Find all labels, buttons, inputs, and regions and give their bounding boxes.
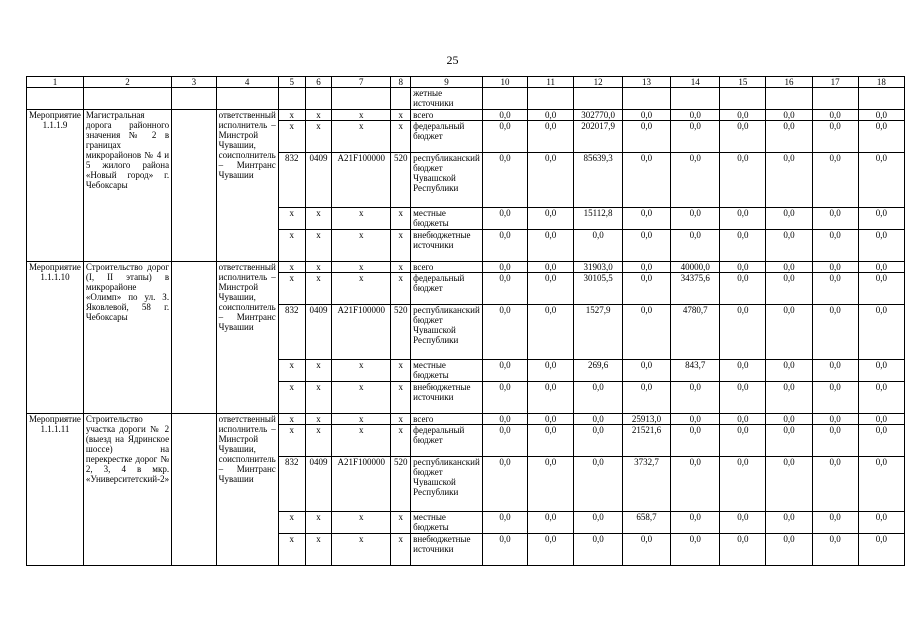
col7-cell: x [332,512,391,534]
empty-cell [172,88,217,110]
col7-cell: A21F100000 [332,305,391,360]
value-cell: 0,0 [622,534,670,566]
source-cell: внебюджетные источники [411,534,483,566]
col5-cell: x [278,360,305,382]
source-cell: федеральный бюджет [411,425,483,457]
col6-cell: x [305,273,332,305]
value-cell: 0,0 [671,414,720,425]
value-cell: 0,0 [766,273,812,305]
value-cell: 0,0 [574,414,623,425]
header-cell: 5 [278,77,305,88]
value-cell: 0,0 [671,153,720,208]
value-cell: 0,0 [528,121,574,153]
value-cell: 30105,5 [574,273,623,305]
value-cell: 0,0 [720,534,766,566]
value-cell: 0,0 [482,457,527,512]
value-cell: 0,0 [766,382,812,414]
header-cell: 4 [216,77,278,88]
value-cell: 0,0 [482,414,527,425]
source-cell: республиканский бюджет Чувашской Республики [411,457,483,512]
col6-cell: x [305,262,332,273]
col5-cell: 832 [278,153,305,208]
value-cell: 843,7 [671,360,720,382]
col5-cell: x [278,208,305,230]
value-cell: 0,0 [528,457,574,512]
value-cell: 0,0 [622,153,670,208]
value-cell: 4780,7 [671,305,720,360]
col8-cell: x [391,425,411,457]
value-cell: 0,0 [766,110,812,121]
col6-cell: x [305,360,332,382]
value-cell: 0,0 [482,230,527,262]
table-row [27,88,905,110]
value-cell: 0,0 [812,208,858,230]
empty-cell [172,262,217,414]
header-cell: 6 [305,77,332,88]
empty-cell [720,88,766,110]
value-cell: 0,0 [812,230,858,262]
executor: ответственный исполнитель – Минстрой Чувашии, соисполнитель – Минтранс Чувашии [216,262,278,414]
value-cell: 40000,0 [671,262,720,273]
col8-cell: x [391,534,411,566]
col6-cell: x [305,534,332,566]
col7-cell: A21F100000 [332,457,391,512]
col5-cell: x [278,534,305,566]
value-cell: 0,0 [622,382,670,414]
col7-cell: x [332,230,391,262]
col7-cell: x [332,425,391,457]
col5-cell: x [278,230,305,262]
col8-cell: x [391,512,411,534]
value-cell: 0,0 [858,534,904,566]
empty-cell [27,88,84,110]
value-cell: 0,0 [766,208,812,230]
value-cell: 0,0 [766,512,812,534]
value-cell: 0,0 [720,512,766,534]
value-cell: 0,0 [858,121,904,153]
empty-cell [812,88,858,110]
col7-cell: x [332,110,391,121]
value-cell: 0,0 [720,208,766,230]
value-cell: 0,0 [574,382,623,414]
col8-cell: x [391,208,411,230]
source-cell: всего [411,110,483,121]
value-cell: 269,6 [574,360,623,382]
value-cell: 0,0 [671,382,720,414]
empty-cell [622,88,670,110]
col5-cell: x [278,262,305,273]
event-id: Мероприятие 1.1.1.11 [27,414,84,566]
value-cell: 0,0 [482,382,527,414]
header-cell: 15 [720,77,766,88]
header-row [27,77,905,88]
value-cell: 0,0 [528,153,574,208]
col5-cell: x [278,382,305,414]
header-cell: 7 [332,77,391,88]
value-cell: 0,0 [812,153,858,208]
value-cell: 0,0 [482,121,527,153]
source-cell: всего [411,262,483,273]
value-cell: 0,0 [482,512,527,534]
col5-cell: 832 [278,457,305,512]
header-cell: 8 [391,77,411,88]
empty-cell [305,88,332,110]
col7-cell: A21F100000 [332,153,391,208]
col5-cell: x [278,425,305,457]
value-cell: 0,0 [482,425,527,457]
table-row [27,414,905,425]
value-cell: 0,0 [812,121,858,153]
value-cell: 0,0 [528,110,574,121]
col6-cell: x [305,512,332,534]
col8-cell: x [391,382,411,414]
empty-cell [528,88,574,110]
event-id: Мероприятие 1.1.1.10 [27,262,84,414]
value-cell: 0,0 [528,360,574,382]
value-cell: 0,0 [812,305,858,360]
value-cell: 21521,6 [622,425,670,457]
col5-cell: x [278,121,305,153]
header-cell: 14 [671,77,720,88]
value-cell: 0,0 [482,534,527,566]
value-cell: 0,0 [858,305,904,360]
value-cell: 0,0 [720,110,766,121]
value-cell: 0,0 [766,414,812,425]
value-cell: 0,0 [812,262,858,273]
empty-cell [858,88,904,110]
value-cell: 0,0 [812,382,858,414]
value-cell: 0,0 [528,208,574,230]
value-cell: 0,0 [574,534,623,566]
value-cell: 0,0 [812,425,858,457]
source-cell: жетные источники [411,88,483,110]
col8-cell: x [391,273,411,305]
value-cell: 202017,9 [574,121,623,153]
col7-cell: x [332,534,391,566]
value-cell: 0,0 [720,425,766,457]
col6-cell: 0409 [305,457,332,512]
col6-cell: 0409 [305,153,332,208]
value-cell: 0,0 [622,230,670,262]
value-cell: 0,0 [528,273,574,305]
value-cell: 0,0 [671,457,720,512]
header-cell: 13 [622,77,670,88]
col8-cell: 520 [391,457,411,512]
col5-cell: x [278,110,305,121]
header-cell: 2 [83,77,171,88]
value-cell: 0,0 [766,305,812,360]
value-cell: 0,0 [482,208,527,230]
source-cell: местные бюджеты [411,512,483,534]
value-cell: 0,0 [720,360,766,382]
col6-cell: x [305,425,332,457]
value-cell: 0,0 [671,425,720,457]
value-cell: 0,0 [858,273,904,305]
col5-cell: x [278,273,305,305]
value-cell: 0,0 [528,305,574,360]
col5-cell: 832 [278,305,305,360]
value-cell: 0,0 [812,512,858,534]
value-cell: 0,0 [528,512,574,534]
budget-table [26,76,905,566]
value-cell: 0,0 [812,110,858,121]
empty-cell [671,88,720,110]
value-cell: 0,0 [671,208,720,230]
header-cell: 12 [574,77,623,88]
value-cell: 0,0 [574,425,623,457]
value-cell: 0,0 [574,457,623,512]
value-cell: 0,0 [720,414,766,425]
empty-cell [332,88,391,110]
value-cell: 0,0 [482,360,527,382]
value-cell: 85639,3 [574,153,623,208]
value-cell: 0,0 [766,425,812,457]
col6-cell: 0409 [305,305,332,360]
value-cell: 0,0 [858,208,904,230]
value-cell: 0,0 [720,382,766,414]
value-cell: 0,0 [528,262,574,273]
empty-cell [278,88,305,110]
value-cell: 0,0 [622,121,670,153]
source-cell: внебюджетные источники [411,382,483,414]
value-cell: 0,0 [528,230,574,262]
value-cell: 0,0 [720,121,766,153]
col7-cell: x [332,121,391,153]
value-cell: 25913,0 [622,414,670,425]
col8-cell: x [391,360,411,382]
header-cell: 11 [528,77,574,88]
value-cell: 0,0 [720,457,766,512]
value-cell: 0,0 [622,273,670,305]
col7-cell: x [332,208,391,230]
table-row [27,110,905,121]
empty-cell [391,88,411,110]
value-cell: 0,0 [671,534,720,566]
col7-cell: x [332,273,391,305]
value-cell: 0,0 [720,273,766,305]
table-row [27,262,905,273]
empty-cell [83,88,171,110]
value-cell: 0,0 [858,512,904,534]
col6-cell: x [305,110,332,121]
event-name: Строительство участка дороги № 2 (выезд на Ядринское шоссе) на перекрестке дорог № 2, 3, 4 в мкр. «Университетский-2» [83,414,171,566]
source-cell: федеральный бюджет [411,273,483,305]
source-cell: республиканский бюджет Чувашской Республики [411,305,483,360]
col8-cell: x [391,262,411,273]
value-cell: 0,0 [482,153,527,208]
value-cell: 0,0 [671,230,720,262]
col6-cell: x [305,414,332,425]
header-cell: 3 [172,77,217,88]
source-cell: всего [411,414,483,425]
value-cell: 0,0 [858,382,904,414]
empty-cell [216,88,278,110]
value-cell: 0,0 [574,230,623,262]
value-cell: 0,0 [622,360,670,382]
header-cell: 16 [766,77,812,88]
executor: ответственный исполнитель – Минстрой Чувашии, соисполнитель – Минтранс Чувашии [216,110,278,262]
col6-cell: x [305,208,332,230]
col7-cell: x [332,262,391,273]
col8-cell: x [391,230,411,262]
value-cell: 0,0 [720,230,766,262]
header-cell: 18 [858,77,904,88]
value-cell: 3732,7 [622,457,670,512]
empty-cell [574,88,623,110]
value-cell: 0,0 [812,414,858,425]
value-cell: 0,0 [482,305,527,360]
event-name: Строительство дорог (I, II этапы) в микрорайоне «Олимп» по ул. З. Яковлевой, 58 г. Чебоксары [83,262,171,414]
value-cell: 0,0 [858,262,904,273]
value-cell: 0,0 [812,273,858,305]
value-cell: 0,0 [766,230,812,262]
value-cell: 0,0 [858,360,904,382]
value-cell: 0,0 [720,153,766,208]
col8-cell: 520 [391,305,411,360]
source-cell: местные бюджеты [411,360,483,382]
col6-cell: x [305,382,332,414]
col8-cell: x [391,414,411,425]
value-cell: 0,0 [858,230,904,262]
value-cell: 658,7 [622,512,670,534]
value-cell: 0,0 [671,512,720,534]
col6-cell: x [305,230,332,262]
value-cell: 0,0 [671,110,720,121]
value-cell: 0,0 [812,360,858,382]
event-name: Магистральная дорога районного значения № 2 в границах микрорайонов № 4 и 5 жилого района «Новый город» г. Чебоксары [83,110,171,262]
value-cell: 0,0 [720,305,766,360]
value-cell: 0,0 [858,425,904,457]
value-cell: 0,0 [766,360,812,382]
value-cell: 0,0 [858,153,904,208]
source-cell: внебюджетные источники [411,230,483,262]
value-cell: 0,0 [766,153,812,208]
value-cell: 0,0 [482,273,527,305]
value-cell: 31903,0 [574,262,623,273]
col8-cell: 520 [391,153,411,208]
value-cell: 0,0 [858,110,904,121]
value-cell: 15112,8 [574,208,623,230]
value-cell: 0,0 [720,262,766,273]
source-cell: федеральный бюджет [411,121,483,153]
value-cell: 302770,0 [574,110,623,121]
value-cell: 0,0 [622,208,670,230]
executor: ответственный исполнитель – Минстрой Чувашии, соисполнитель – Минтранс Чувашии [216,414,278,566]
value-cell: 0,0 [858,414,904,425]
value-cell: 0,0 [528,425,574,457]
value-cell: 1527,9 [574,305,623,360]
header-cell: 10 [482,77,527,88]
col7-cell: x [332,360,391,382]
source-cell: местные бюджеты [411,208,483,230]
col5-cell: x [278,512,305,534]
col8-cell: x [391,121,411,153]
page-number: 25 [446,53,459,67]
header-cell: 17 [812,77,858,88]
value-cell: 0,0 [574,512,623,534]
value-cell: 0,0 [766,121,812,153]
col8-cell: x [391,110,411,121]
value-cell: 0,0 [766,534,812,566]
col6-cell: x [305,121,332,153]
header-cell: 9 [411,77,483,88]
col7-cell: x [332,414,391,425]
value-cell: 0,0 [622,262,670,273]
value-cell: 0,0 [858,457,904,512]
value-cell: 0,0 [622,305,670,360]
empty-cell [172,414,217,566]
value-cell: 0,0 [812,457,858,512]
value-cell: 0,0 [528,382,574,414]
value-cell: 0,0 [766,457,812,512]
value-cell: 0,0 [812,534,858,566]
empty-cell [766,88,812,110]
value-cell: 0,0 [482,262,527,273]
empty-cell [172,110,217,262]
header-cell: 1 [27,77,84,88]
source-cell: республиканский бюджет Чувашской Республики [411,153,483,208]
value-cell: 0,0 [528,414,574,425]
event-id: Мероприятие 1.1.1.9 [27,110,84,262]
empty-cell [482,88,527,110]
col5-cell: x [278,414,305,425]
value-cell: 0,0 [671,121,720,153]
value-cell: 0,0 [766,262,812,273]
value-cell: 34375,6 [671,273,720,305]
value-cell: 0,0 [528,534,574,566]
value-cell: 0,0 [482,110,527,121]
value-cell: 0,0 [622,110,670,121]
col7-cell: x [332,382,391,414]
